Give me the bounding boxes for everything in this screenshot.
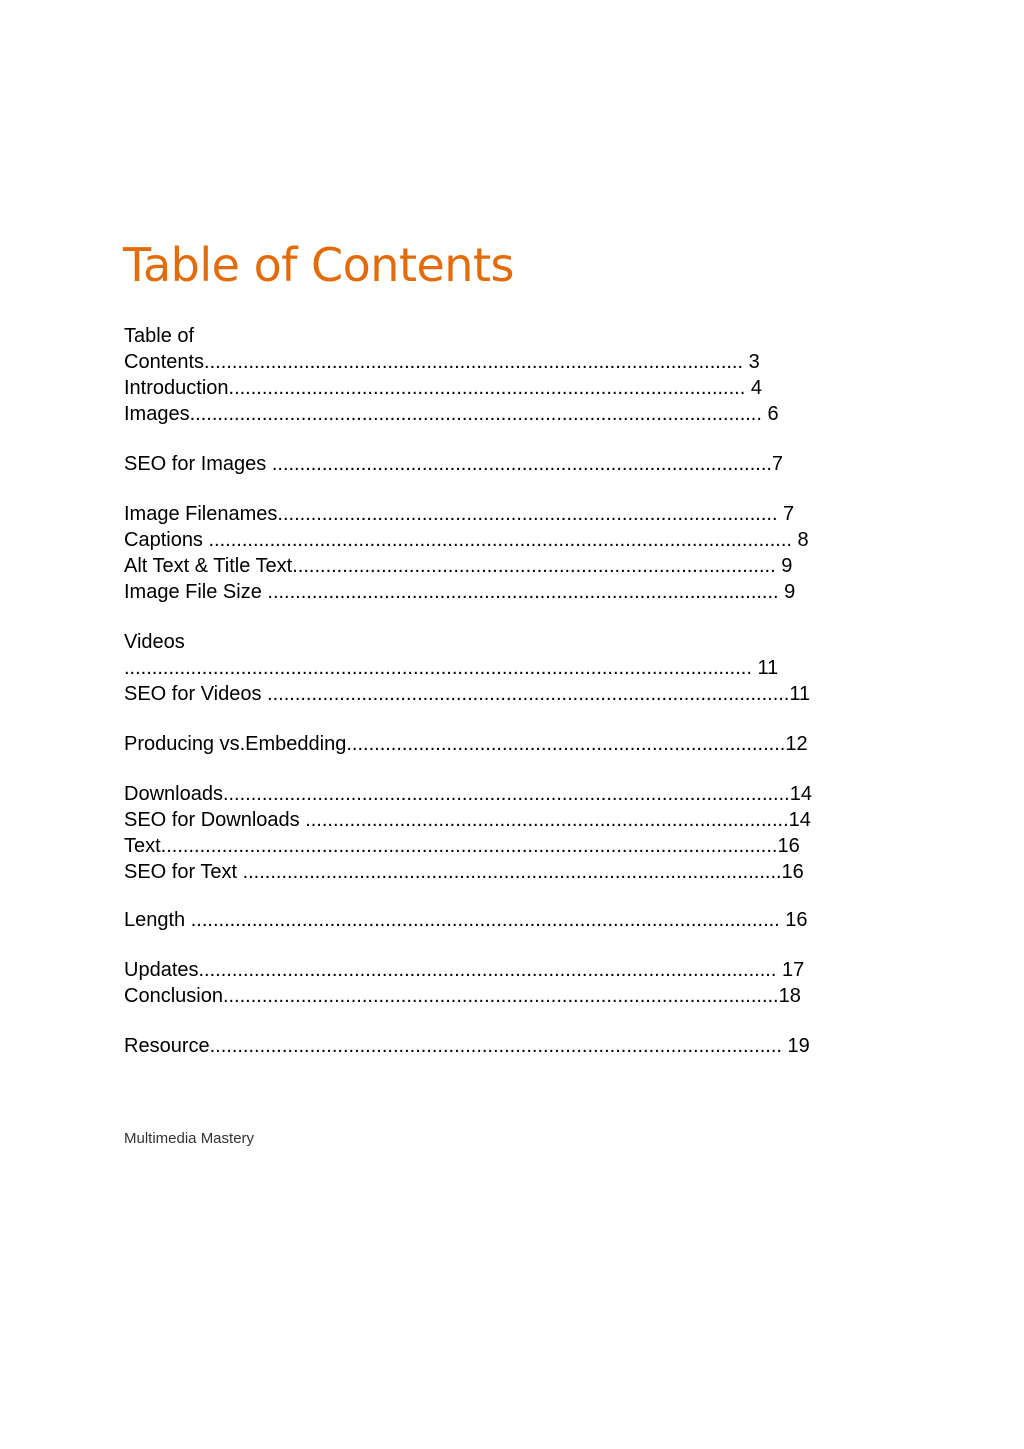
toc-entry-image-filenames: Image Filenames.......................................................................................... 7	[124, 503, 795, 525]
toc-entry-conclusion: Conclusion....................................................................................................18	[124, 985, 801, 1007]
toc-entry-contents: Contents................................................................................................. 3	[124, 351, 760, 373]
toc-entry-alt-text: Alt Text & Title Text....................................................................................... 9	[124, 555, 793, 577]
toc-entry-videos-page: ................................................................................................................. 11	[124, 657, 779, 679]
toc-entry-images: Images....................................................................................................... 6	[124, 403, 779, 425]
toc-entry-updates: Updates........................................................................................................ 17	[124, 959, 805, 981]
toc-entry-table-of-heading: Table of	[124, 325, 195, 347]
toc-entry-image-file-size: Image File Size ............................................................................................ 9	[124, 581, 796, 603]
toc-entry-text: Text...............................................................................................................16	[124, 835, 800, 857]
toc-entry-videos: Videos	[124, 631, 185, 653]
page-title: Table of Contents	[123, 238, 514, 292]
toc-entry-producing-vs-embedding: Producing vs.Embedding...............................................................................12	[124, 733, 808, 755]
toc-entry-length: Length .......................................................................................................... 16	[124, 909, 808, 931]
page-footer: Multimedia Mastery	[124, 1130, 255, 1147]
toc-entry-introduction: Introduction............................................................................................. 4	[124, 377, 762, 399]
toc-entry-seo-for-videos: SEO for Videos ..............................................................................................11	[124, 683, 811, 705]
toc-entry-seo-for-images: SEO for Images ..........................................................................................7	[124, 453, 784, 475]
toc-entry-downloads: Downloads......................................................................................................14	[124, 783, 812, 805]
toc-entry-captions: Captions ......................................................................................................... 8	[124, 529, 809, 551]
toc-entry-seo-for-downloads: SEO for Downloads .......................................................................................14	[124, 809, 811, 831]
toc-entry-seo-for-text: SEO for Text .................................................................................................16	[124, 861, 804, 883]
toc-entry-resource: Resource....................................................................................................... 19	[124, 1035, 810, 1057]
